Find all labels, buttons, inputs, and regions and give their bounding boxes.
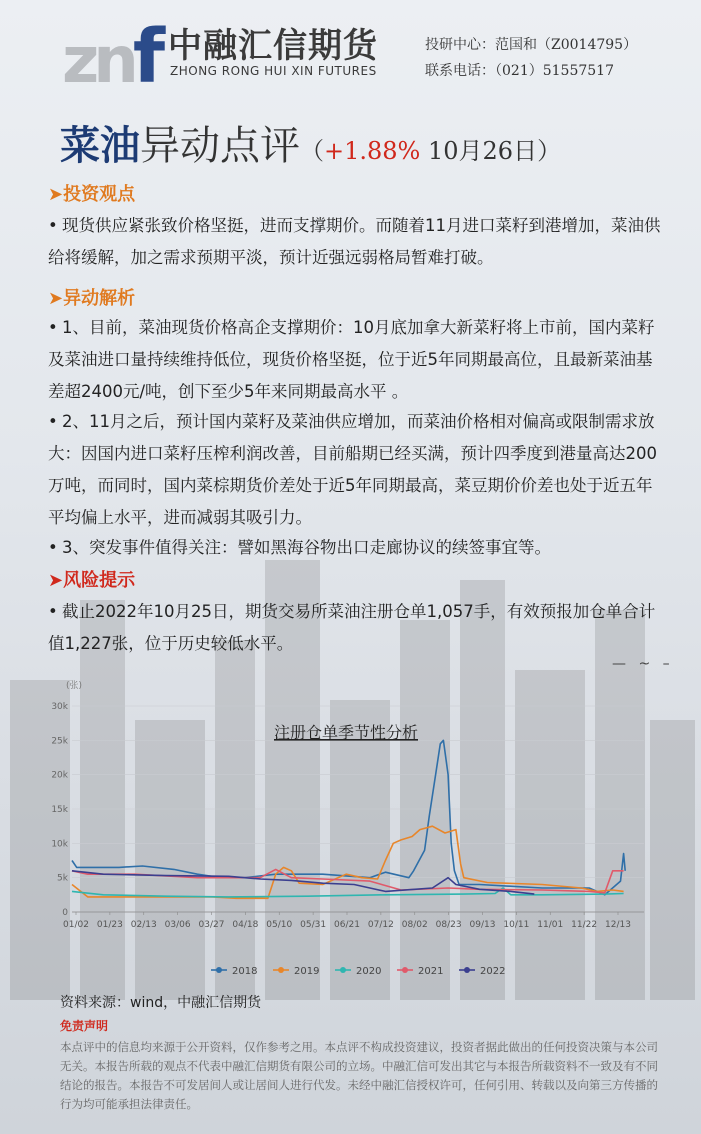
- legend-marker-2019: [278, 967, 284, 973]
- disclaimer-text: 本点评中的信息均来源于公开资料，仅作参考之用。本点评不构成投资建议，投资者据此做出的任何投资决策与本公司无关。本报告所载的观点不代表中融汇信期货有限公司的立场。中融汇信可发出其它与本报告所载资料不一致及有不同结论的报告。本报告不可发居间人或让居间人进行代发。未经中融汇信授权许可，任何引用、转载以及向第三方传播的行为均可能承担法律责任。: [60, 1040, 658, 1111]
- title-change: +1.88%: [324, 137, 421, 165]
- decorative-dash: — ~ –: [612, 656, 674, 672]
- source-note: 资料来源：wind，中融汇信期货: [60, 995, 262, 1011]
- analysis-paragraph-3: [48, 532, 668, 564]
- analysis-paragraph-2: [48, 406, 668, 534]
- legend-label-2019: 2019: [294, 966, 320, 977]
- legend-marker-2018: [216, 967, 222, 973]
- logo-english-name: ZHONG RONG HUI XIN FUTURES: [170, 64, 377, 78]
- legend-label-2021: 2021: [418, 966, 444, 977]
- legend-marker-2020: [340, 967, 346, 973]
- y-tick-label: 15k: [51, 805, 68, 815]
- x-tick-label: 08/23: [435, 920, 462, 930]
- contact-person: 投研中心：范国和（Z0014795）: [425, 37, 638, 53]
- title-sub: 异动点评: [140, 123, 300, 169]
- risk-text: 截止2022年10月25日，期货交易所菜油注册仓单1,057手，有效预报加仓单合计值1,227张，位于历史较低水平。: [48, 602, 656, 653]
- page-title: [60, 114, 561, 171]
- bullet: •: [48, 318, 58, 337]
- x-tick-label: 03/06: [164, 920, 191, 930]
- y-tick-label: 5k: [57, 873, 68, 884]
- title-open-paren: （: [300, 137, 324, 165]
- bullet: •: [48, 216, 58, 235]
- x-tick-label: 12/13: [605, 920, 631, 930]
- y-tick-label: 20k: [51, 770, 68, 781]
- analysis-text-2: 2、11月之后，预计国内菜籽及菜油供应增加，而菜油价格相对偏高或限制需求放大：因国内进口菜籽压榨利润改善，目前船期已经买满，预计四季度到港量高达200万吨，而同时，国内菜棕期货价差处于近5年同期最高，菜豆期价价差也处于近五年平均偏上水平，进而减弱其吸引力。: [48, 412, 657, 527]
- view-text: 现货供应紧张致价格坚挺，进而支撑期价。而随着11月进口菜籽到港增加，菜油供给将缓解，加之需求预期平淡，预计近强远弱格局暂难打破。: [48, 216, 661, 267]
- chart-unit-label: (张): [66, 681, 83, 691]
- disclaimer-title: 免责声明: [60, 1019, 109, 1033]
- y-tick-label: 30k: [51, 702, 68, 712]
- logo-chinese-name: 中融汇信期货: [168, 26, 378, 66]
- legend-marker-2021: [402, 967, 408, 973]
- analysis-text-1: 1、目前，菜油现货价格高企支撑期价：10月底加拿大新菜籽将上市前，国内菜籽及菜油进口量持续维持低位，现货价格坚挺，位于近5年同期最高位，且最新菜油基差超2400元/吨，创下至少5年来同期最高水平 。: [48, 318, 655, 401]
- x-tick-label: 04/18: [232, 920, 259, 930]
- y-tick-label: 0: [62, 908, 68, 918]
- x-tick-label: 01/23: [96, 920, 123, 930]
- y-tick-label: 25k: [51, 736, 68, 747]
- view-paragraph: [48, 210, 668, 274]
- x-tick-label: 10/11: [503, 920, 530, 930]
- x-tick-label: 06/21: [334, 920, 360, 930]
- bullet: •: [48, 412, 58, 431]
- chart-title: 注册仓单季节性分析: [273, 723, 419, 742]
- contact-phone: 联系电话：（021）51557517: [425, 63, 614, 79]
- legend-label-2018: 2018: [232, 966, 258, 977]
- x-tick-label: 08/02: [401, 920, 428, 930]
- legend-label-2022: 2022: [480, 966, 506, 977]
- section-heading-analysis: ➤异动解析: [48, 288, 136, 309]
- series-line-2021: [72, 869, 624, 892]
- chart-svg: [46, 672, 662, 992]
- x-tick-label: 11/22: [571, 920, 598, 930]
- header: [0, 0, 701, 105]
- title-date: 10月26日）: [420, 137, 562, 165]
- logo-mark: znf: [62, 14, 160, 100]
- section-heading-risk: ➤风险提示: [48, 570, 136, 591]
- x-tick-label: 03/27: [198, 920, 225, 930]
- x-tick-label: 11/01: [537, 920, 564, 930]
- bullet: •: [48, 602, 58, 621]
- chart: [46, 672, 662, 992]
- bullet: •: [48, 538, 58, 557]
- series-line-2018: [72, 740, 625, 895]
- y-tick-label: 10k: [51, 839, 68, 850]
- analysis-paragraph-1: [48, 312, 668, 408]
- section-heading-view: ➤投资观点: [48, 184, 136, 205]
- risk-paragraph: [48, 596, 668, 660]
- x-tick-label: 02/13: [130, 920, 157, 930]
- x-tick-label: 09/13: [469, 920, 496, 930]
- x-tick-label: 01/02: [63, 920, 89, 930]
- x-tick-label: 05/31: [300, 920, 327, 930]
- x-tick-label: 07/12: [367, 920, 394, 930]
- x-tick-label: 05/10: [266, 920, 293, 930]
- legend-label-2020: 2020: [356, 966, 382, 977]
- title-main: 菜油: [60, 122, 140, 169]
- legend-marker-2022: [464, 967, 470, 973]
- analysis-text-3: 3、突发事件值得关注：譬如黑海谷物出口走廊协议的续签事宜等。: [62, 538, 551, 557]
